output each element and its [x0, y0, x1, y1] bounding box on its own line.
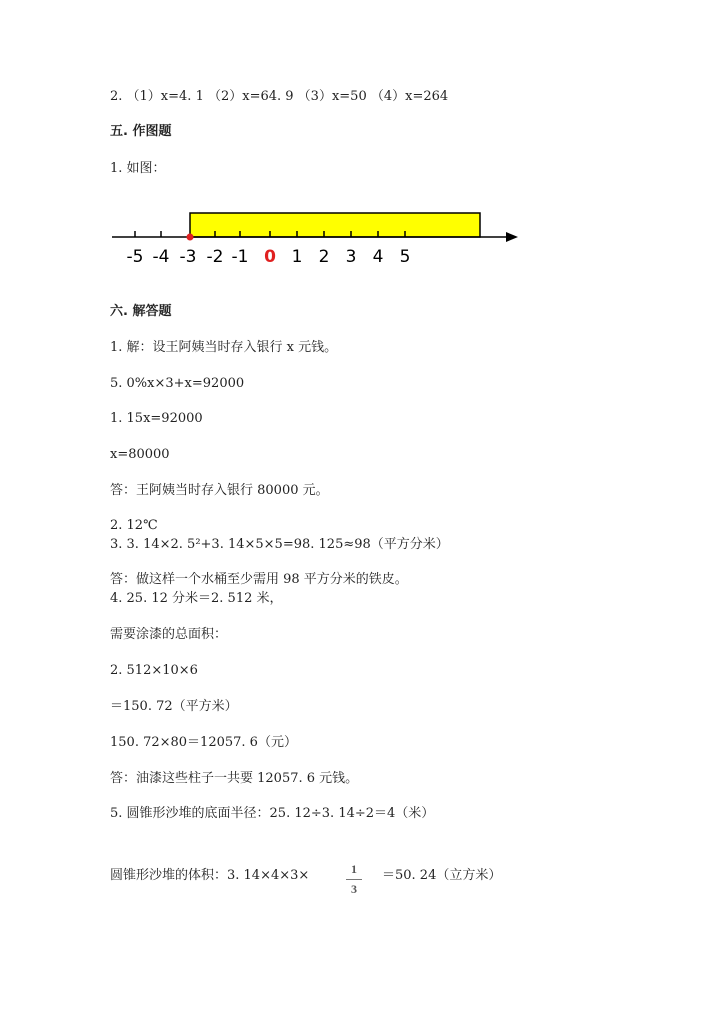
solution-line: x=80000 — [110, 447, 170, 462]
section-5-heading: 五. 作图题 — [110, 124, 172, 139]
tick-label: 3 — [345, 247, 357, 267]
tick-label: 1 — [291, 247, 303, 267]
solution-line: 3. 3. 14×2. 5²+3. 14×5×5=98. 125≈98（平方分米） — [110, 537, 449, 552]
tick-label: -2 — [206, 247, 224, 267]
solution-line: 需要涂漆的总面积： — [110, 627, 228, 642]
volume-suffix: ＝50. 24（立方米） — [382, 868, 502, 883]
tick-label: 0 — [264, 247, 276, 267]
tick-label: -1 — [231, 247, 249, 267]
fraction-numerator: 1 — [351, 862, 357, 876]
tick-label: 2 — [318, 247, 330, 267]
section-5-item-1: 1. 如图： — [110, 161, 166, 176]
solution-line: 4. 25. 12 分米＝2. 512 米， — [110, 591, 283, 606]
number-line-diagram — [108, 204, 528, 268]
solution-line: 1. 15x=92000 — [110, 411, 203, 426]
solution-line: 答：油漆这些柱子一共要 12057. 6 元钱。 — [110, 771, 359, 786]
solution-line: 5. 圆锥形沙堆的底面半径：25. 12÷3. 14÷2＝4（米） — [110, 806, 435, 821]
volume-prefix: 圆锥形沙堆的体积：3. 14×4×3× — [110, 868, 310, 883]
tick-label: -3 — [179, 247, 197, 267]
solution-line: 150. 72×80＝12057. 6（元） — [110, 735, 297, 750]
tick-label: 4 — [372, 247, 384, 267]
solution-line: 答：王阿姨当时存入银行 80000 元。 — [110, 483, 329, 498]
answer-4-2: 2. （1）x=4. 1 （2）x=64. 9 （3）x=50 （4）x=264 — [110, 89, 449, 104]
solution-line: 2. 12℃ — [110, 518, 158, 533]
arrow-head-icon — [506, 232, 518, 242]
start-point — [187, 234, 194, 241]
fraction-denominator: 3 — [351, 882, 357, 896]
section-6-heading: 六. 解答题 — [110, 304, 172, 319]
solution-line: ＝150. 72（平方米） — [110, 699, 238, 714]
solution-line: 2. 512×10×6 — [110, 663, 198, 678]
highlight-range — [190, 213, 480, 237]
solution-line: 1. 解：设王阿姨当时存入银行 x 元钱。 — [110, 340, 338, 355]
fraction-one-third — [344, 862, 364, 897]
fraction-bar — [346, 879, 362, 880]
tick-label: -4 — [152, 247, 170, 267]
solution-line: 5. 0%x×3+x=92000 — [110, 376, 245, 391]
solution-line: 答：做这样一个水桶至少需用 98 平方分米的铁皮。 — [110, 572, 408, 587]
tick-label: -5 — [126, 247, 144, 267]
tick-label: 5 — [399, 247, 411, 267]
